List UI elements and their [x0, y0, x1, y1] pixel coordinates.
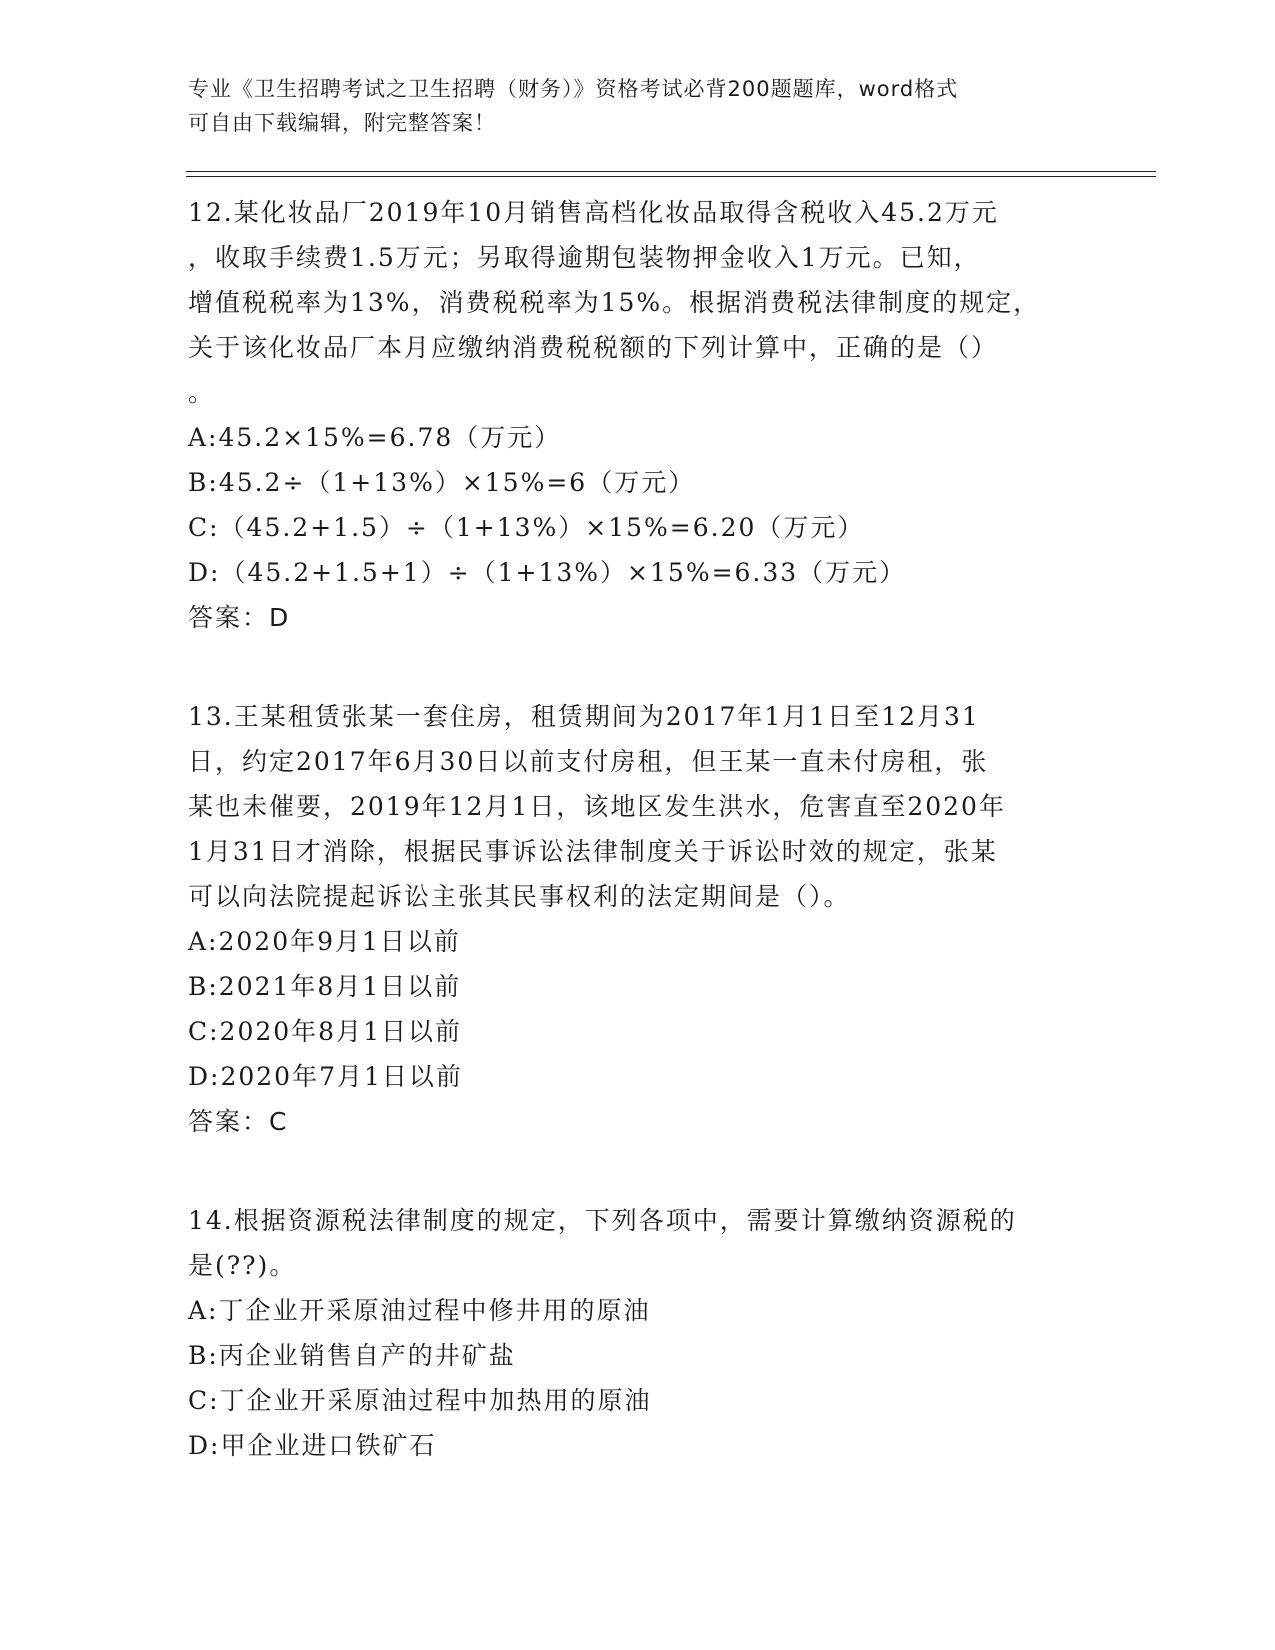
question-stem-line: ，收取手续费1.5万元；另取得逾期包装物押金收入1万元。已知，: [188, 243, 981, 272]
header-line-1: 专业《卫生招聘考试之卫生招聘（财务）》资格考试必背200题题库，word格式: [188, 77, 959, 101]
question-stem-line: 1月31日才消除，根据民事诉讼法律制度关于诉讼时效的规定，张某: [188, 837, 998, 866]
option-c: C:丁企业开采原油过程中加热用的原油: [188, 1386, 652, 1415]
question-stem-line: 关于该化妆品厂本月应缴纳消费税税额的下列计算中，正确的是（）: [188, 333, 999, 362]
option-b: B:45.2÷（1+13%）×15%=6（万元）: [188, 468, 696, 497]
question-stem-line: 12.某化妆品厂2019年10月销售高档化妆品取得含税收入45.2万元: [188, 198, 999, 227]
document-header: [188, 72, 1068, 140]
answer: 答案：D: [188, 603, 291, 632]
header-rule-top: [186, 171, 1156, 172]
header-line-2: 可自由下载编辑，附完整答案！: [188, 111, 496, 135]
option-c: C:（45.2+1.5）÷（1+13%）×15%=6.20（万元）: [188, 513, 865, 542]
question-stem-line: 14.根据资源税法律制度的规定，下列各项中，需要计算缴纳资源税的: [188, 1206, 1017, 1235]
question-list: [188, 190, 1088, 1522]
option-b: B:2021年8月1日以前: [188, 972, 462, 1001]
question-12: [188, 190, 1088, 640]
question-stem-line: 可以向法院提起诉讼主张其民事权利的法定期间是（）。: [188, 882, 851, 911]
question-stem-line: 增值税税率为13%，消费税税率为15%。根据消费税法律制度的规定，: [188, 288, 1041, 317]
option-d: D:甲企业进口铁矿石: [188, 1431, 437, 1460]
question-stem-line: 是(??)。: [188, 1251, 297, 1280]
question-stem-line: 某也未催要，2019年12月1日，该地区发生洪水，危害直至2020年: [188, 792, 1006, 821]
question-14: [188, 1198, 1088, 1468]
question-stem-line: 。: [188, 378, 216, 407]
option-d: D:（45.2+1.5+1）÷（1+13%）×15%=6.33（万元）: [188, 558, 907, 587]
question-stem-line: 13.王某租赁张某一套住房，租赁期间为2017年1月1日至12月31: [188, 702, 980, 731]
question-13: [188, 694, 1088, 1144]
option-d: D:2020年7月1日以前: [188, 1062, 463, 1091]
header-rule-bottom: [186, 176, 1156, 177]
option-a: A:45.2×15%=6.78（万元）: [188, 423, 562, 452]
option-a: A:丁企业开采原油过程中修井用的原油: [188, 1296, 651, 1325]
question-stem-line: 日，约定2017年6月30日以前支付房租，但王某一直未付房租，张: [188, 747, 989, 776]
option-b: B:丙企业销售自产的井矿盐: [188, 1341, 516, 1370]
option-c: C:2020年8月1日以前: [188, 1017, 462, 1046]
answer: 答案：C: [188, 1107, 289, 1136]
option-a: A:2020年9月1日以前: [188, 927, 461, 956]
